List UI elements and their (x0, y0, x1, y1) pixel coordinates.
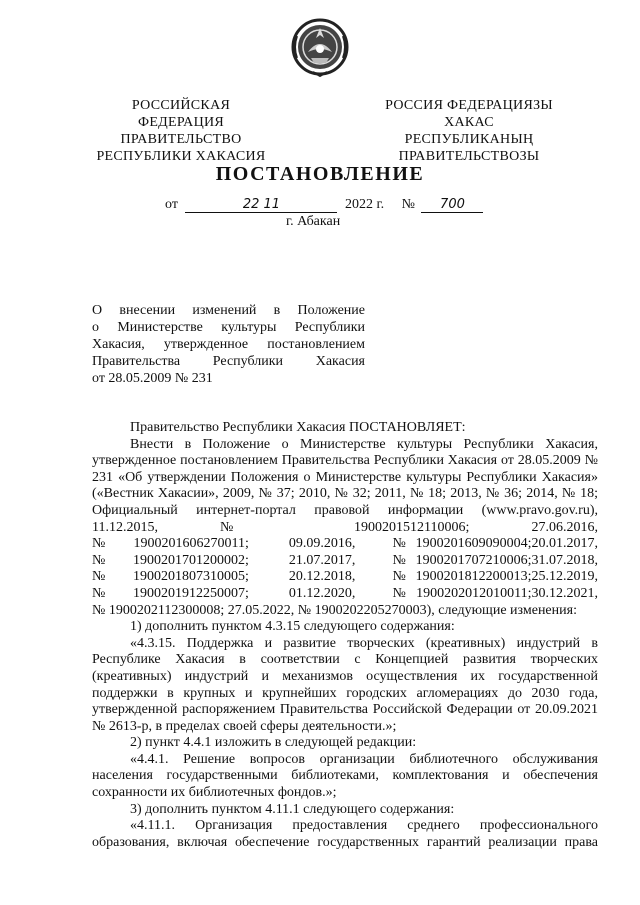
item-3: 3) дополнить пунктом 4.11.1 следующего содержания: (130, 801, 455, 817)
header-left-line-2: ПРАВИТЕЛЬСТВО (120, 132, 242, 147)
table-cell: 09.09.2016, (288, 536, 356, 552)
header-right (378, 97, 560, 165)
table-cell: № (92, 569, 106, 585)
handwritten-number: 700 (421, 197, 483, 213)
table-cell: 01.12.2020, (288, 585, 356, 601)
table-cell: 20.12.2018, (288, 569, 356, 585)
quote-1: «4.3.15. Поддержка и развитие творческих (креативных) индустрий в Республике Хакасия в соответствии с Концепцией развития творческих (креативных) индустрий и механизмов осуществления их государственной поддержки в крупных и крупнейших городских агломерациях до 2030 года, утвержденной распоряжением Правительства Российской Федерации от 20.09.2021 № 2613-р, в пределах своей сферы деятельности.»; (92, 635, 598, 734)
document-body (92, 420, 598, 851)
table-cell: № (92, 552, 106, 568)
number-sign: № (401, 197, 415, 212)
table-cell: № (392, 536, 406, 552)
amendment-paragraph-end: № 1900202112300008; 27.05.2022, № 1900202205270003), следующие изменения: (92, 602, 577, 618)
table-cell: 1900201912250007; (133, 585, 249, 601)
document-title: ПОСТАНОВЛЕНИЕ (215, 163, 425, 185)
header-right-line-1: РОССИЯ ФЕДЕРАЦИЯЗЫ (385, 98, 553, 113)
city-name: г. Абакан (286, 214, 341, 229)
table-row (92, 569, 598, 586)
table-cell: № (92, 536, 106, 552)
subject-line-1: О внесении изменений в Положение (92, 303, 365, 318)
table-cell: 25.12.2019, (531, 569, 598, 585)
item-2: 2) пункт 4.4.1 изложить в следующей редакции: (130, 735, 417, 751)
date-line (165, 197, 483, 213)
amendment-paragraph: Внести в Положение о Министерстве культуры Республики Хакасия, утвержденное постановлением Правительства Республики Хакасия от 28.05.2009 № 231 «Об утверждении Положения о Министерстве культуры Республики Хакасия» («Вестник Хакасии», 2009, № 37; 2010, № 32; 2011, № 18; 2013, № 36; 2014, № 18; Официальный интернет-портал правовой информации (www.pravo.gov.ru), 11.12.2015, № 1900201512110006; 27.06.2016, (92, 436, 598, 535)
quote-2: «4.4.1. Решение вопросов организации библиотечного обслуживания населения государственными библиотеками, комплектования и обеспечения сохранности их библиотечных фондов.»; (92, 751, 598, 801)
table-row (92, 553, 598, 570)
subject-block (92, 302, 365, 387)
date-year: 2022 г. (344, 197, 385, 212)
handwritten-date: 22 11 (185, 197, 337, 213)
date-prefix: от (165, 197, 178, 212)
table-cell: № (392, 585, 406, 601)
preamble: Правительство Республики Хакасия ПОСТАНОВЛЯЕТ: (130, 420, 466, 435)
publication-numbers-table (92, 536, 598, 602)
table-cell: 30.12.2021, (531, 585, 598, 601)
header-right-line-2: ХАКАС РЕСПУБЛИКАНЫҢ (404, 115, 534, 147)
subject-line-5: от 28.05.2009 № 231 (92, 371, 213, 386)
subject-line-4: Правительства Республики Хакасия (92, 354, 365, 369)
table-cell: 1900201606270011; (133, 536, 249, 552)
header-left-line-1: РОССИЙСКАЯ ФЕДЕРАЦИЯ (131, 98, 231, 130)
subject-line-3: Хакасия, утвержденное постановлением (92, 337, 365, 352)
republic-emblem-icon (291, 16, 349, 78)
table-cell: № (392, 552, 406, 568)
table-cell: № (92, 585, 106, 601)
table-row (92, 586, 598, 603)
subject-line-2: о Министерстве культуры Республики (92, 320, 365, 335)
table-cell: 1900201701200002; (133, 552, 249, 568)
table-cell: 1900201807310005; (133, 569, 249, 585)
table-cell: 31.07.2018, (531, 552, 598, 568)
table-cell: № (392, 569, 406, 585)
header-left-line-3: РЕСПУБЛИКИ ХАКАСИЯ (96, 149, 266, 164)
table-row (92, 536, 598, 553)
header-left (92, 97, 270, 165)
header-right-line-3: ПРАВИТЕЛЬСТВОЗЫ (398, 149, 540, 164)
quote-3: «4.11.1. Организация предоставления среднего профессионального образования, включая обеспечение государственных гарантий реализации права (92, 818, 598, 850)
table-cell: 20.01.2017, (531, 536, 598, 552)
table-cell: 1900201707210006; (415, 552, 532, 568)
item-1: 1) дополнить пунктом 4.3.15 следующего содержания: (130, 619, 455, 635)
table-cell: 21.07.2017, (288, 552, 356, 568)
table-cell: 1900201812200013; (415, 569, 532, 585)
table-cell: 1900202012010011; (416, 585, 532, 601)
table-cell: 1900201609090004; (415, 536, 532, 552)
